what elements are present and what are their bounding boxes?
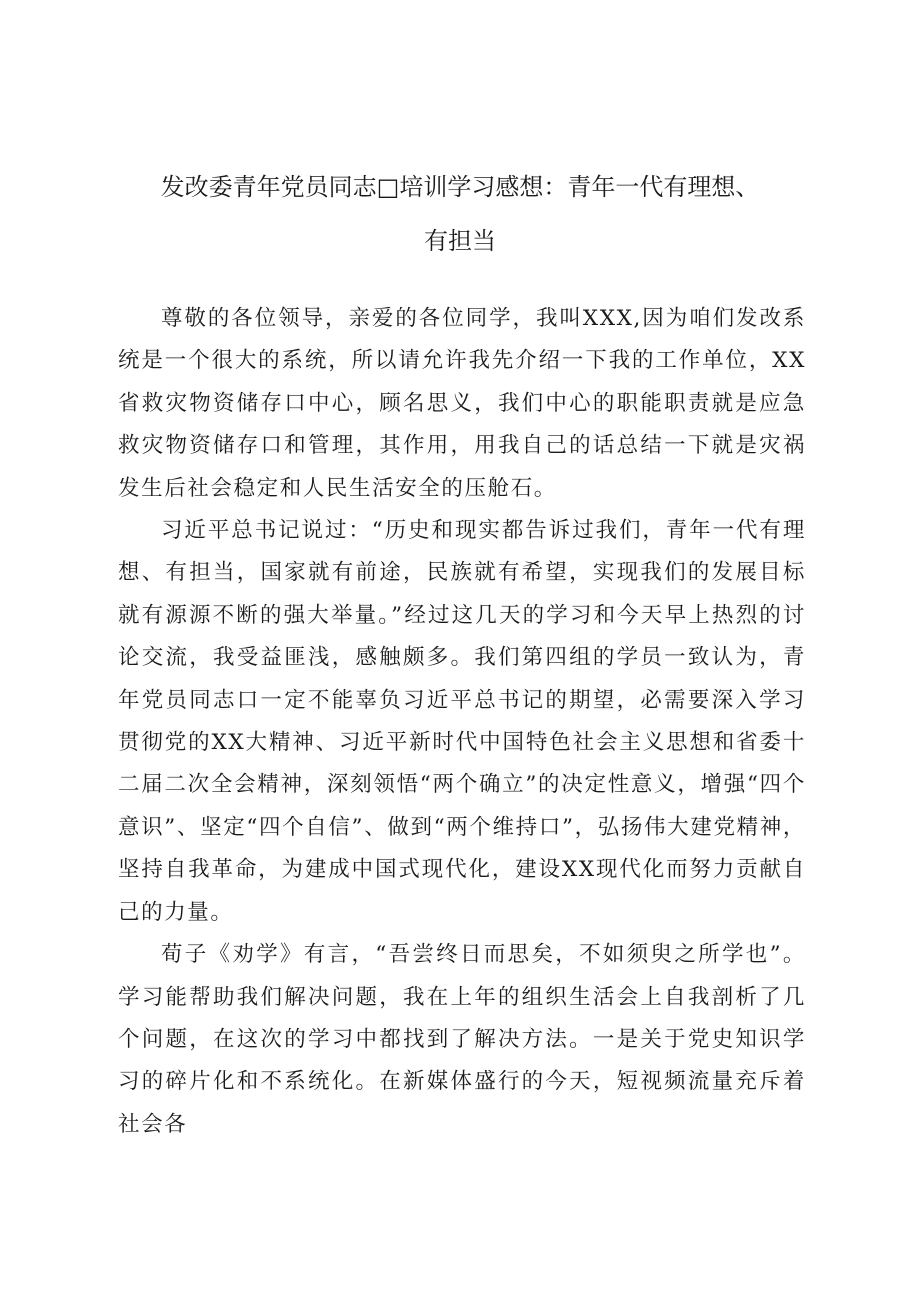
paragraph-2: 习近平总书记说过：“历史和现实都告诉过我们，青年一代有理想、有担当，国家就有前途，民族就有希望，实现我们的发展目标就有源源不断的强大举量。”经过这几天的学习和今天早上热烈的讨论交流，我受益匪浅，感触颇多。我们第四组的学员一致认为，青年党员同志口一定不能辜负习近平总书记的期望，必需要深入学习贯彻党的XX大精神、习近平新时代中国特色社会主义思想和省委十二届二次全会精神，深刻领悟“两个确立”的决定性意义，增强“四个意识”、坚定“四个自信”、做到“两个维持口”，弘扬伟大建党精神，坚持自我革命，为建成中国式现代化，建设XX现代化而努力贡献自己的力量。 xyxy=(118,518,806,925)
paragraph-3: 荀子《劝学》有言，“吾尝终日而思矣，不如须臾之所学也”。学习能帮助我们解决问题，我在上年的组织生活会上自我剖析了几个问题，在这次的学习中都找到了解决方法。一是关于党史知识学习的碎片化和不系统化。在新媒体盛行的今天，短视频流量充斥着社会各 xyxy=(118,942,806,1137)
document-body xyxy=(118,298,806,1146)
title-line-2: 有担当 xyxy=(424,227,496,255)
document-title xyxy=(118,160,802,268)
paragraph-1: 尊敬的各位领导，亲爱的各位同学，我叫XXX,因为咱们发改系统是一个很大的系统，所以请允许我先介绍一下我的工作单位，XX省救灾物资储存口中心，顾名思义，我们中心的职能职责就是应急救灾物资储存口和管理，其作用，用我自己的话总结一下就是灾祸发生后社会稳定和人民生活安全的压舱石。 xyxy=(118,306,806,501)
title-line-1: 发改委青年党员同志□培训学习感想：青年一代有理想、 xyxy=(160,173,760,201)
